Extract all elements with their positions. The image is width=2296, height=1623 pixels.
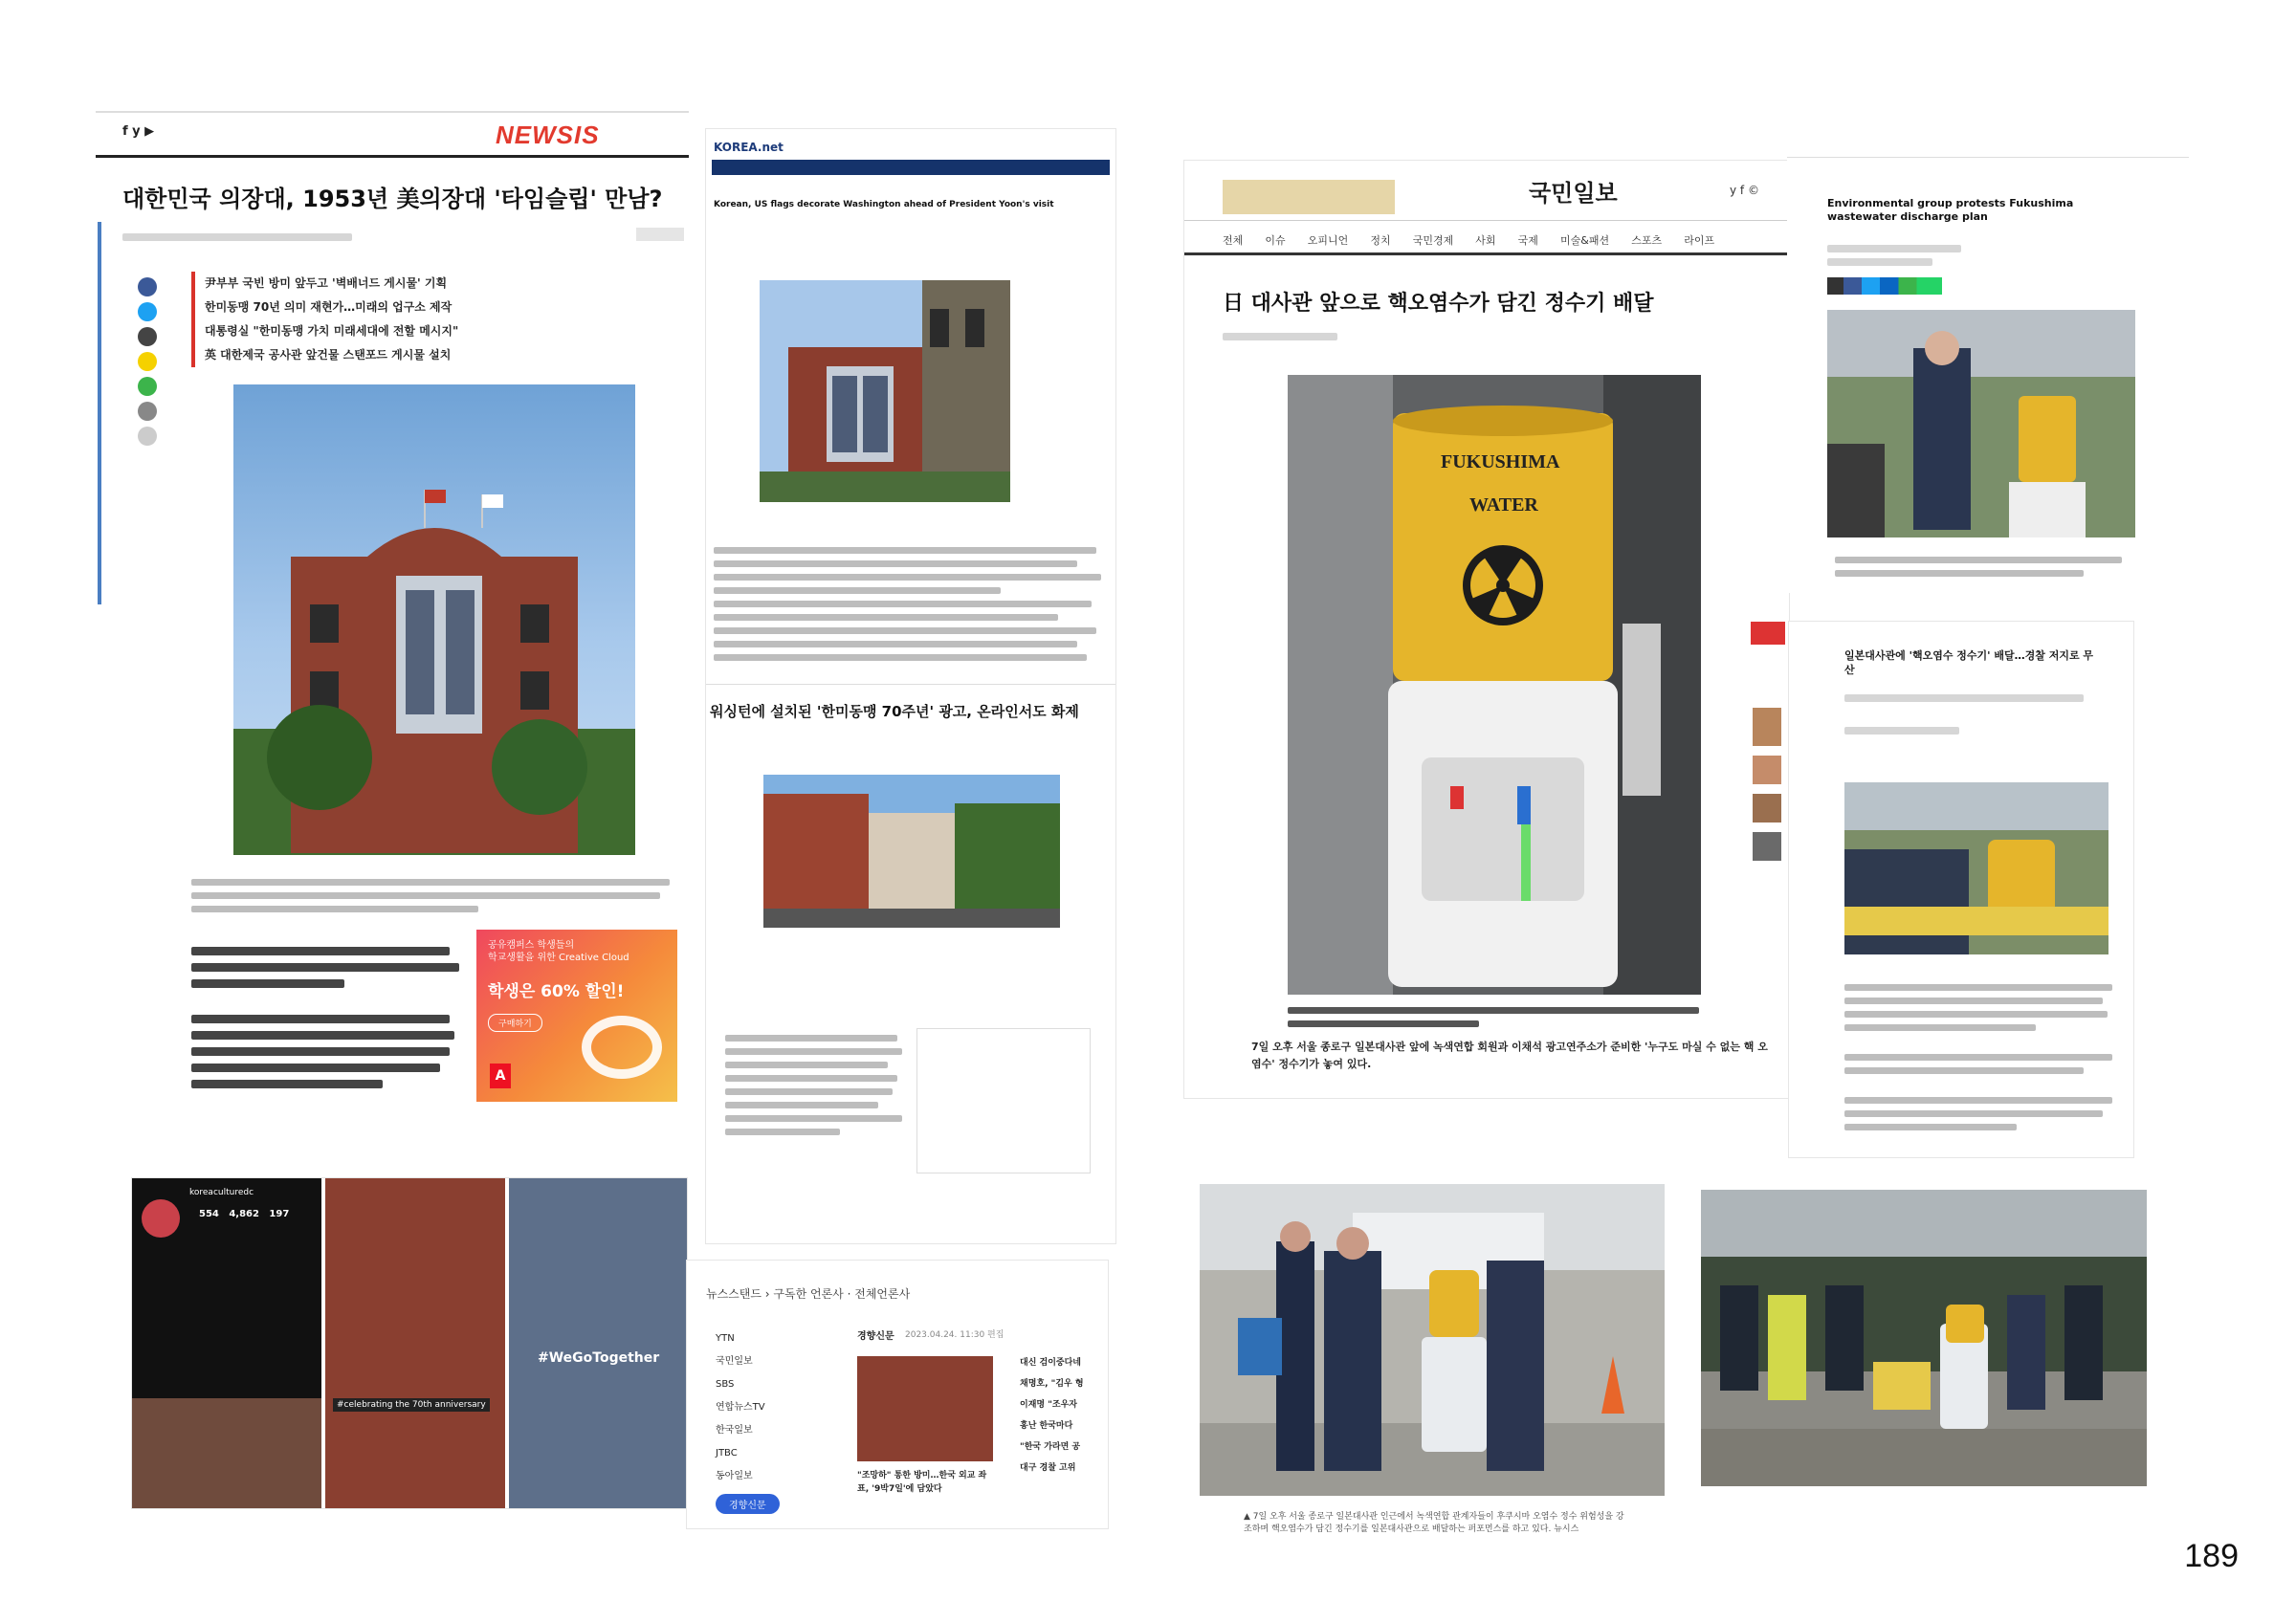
naver-icon[interactable] [138, 327, 157, 346]
barrel-label: WATER [1469, 494, 1538, 515]
barrel-label: FUKUSHIMA [1441, 451, 1560, 472]
side-item[interactable]: 채명호, "김우 형 [1020, 1379, 1084, 1389]
ad-box[interactable] [916, 1028, 1091, 1173]
nav-item[interactable]: 정치 [1370, 234, 1391, 247]
delivery-march-photo [1200, 1184, 1665, 1496]
bullet: 英 대한제국 공사관 앞건물 스탠포드 게시물 설치 [205, 348, 452, 362]
police-protest-photo [1844, 782, 2108, 954]
divider [96, 155, 689, 158]
protest-photo [1827, 310, 2135, 537]
brand-badge[interactable] [1751, 622, 1785, 645]
main-nav [1223, 230, 1732, 248]
selected-outlet: 경향신문 [857, 1331, 894, 1342]
korea-net-logo[interactable]: KOREA.net [714, 141, 784, 154]
newsis-article [96, 107, 689, 1121]
edit-date: 2023.04.24. 11:30 편집 [905, 1330, 1004, 1340]
breadcrumb-item[interactable]: 전체언론사 [854, 1287, 911, 1301]
scroll-rail [98, 222, 101, 604]
ad-headline: 학생은 60% 할인! [488, 982, 625, 1001]
bullet: 한미동맹 70년 의미 재현가…미래의 업구소 제작 [205, 300, 453, 314]
outlet-item[interactable]: JTBC [716, 1448, 738, 1459]
kakao-icon[interactable] [138, 352, 157, 371]
nav-item[interactable]: 오피니언 [1307, 234, 1349, 247]
instagram-post-2[interactable] [509, 1178, 687, 1508]
instagram-profile[interactable] [132, 1178, 321, 1508]
article-title: Korean, US flags decorate Washington ahead of President Yoon's visit [714, 200, 1054, 209]
side-item[interactable]: 대신 검이중다네 [1020, 1358, 1081, 1368]
outlet-item[interactable]: 연합뉴스TV [716, 1402, 765, 1413]
share-icons[interactable] [138, 272, 157, 451]
breadcrumb-item[interactable]: 구독한 언론사 [773, 1287, 844, 1301]
page-title: 대한민국 의장대, 1953년 美의장대 '타임슬립' 만남? [122, 186, 663, 212]
adobe-ad[interactable] [476, 930, 677, 1102]
stand-headline[interactable]: 표, '9박7일'에 담았다 [857, 1484, 942, 1494]
outlet-item[interactable]: 동아일보 [716, 1471, 753, 1481]
outlet-item[interactable]: 국민일보 [716, 1356, 753, 1367]
nav-bar[interactable] [712, 160, 1110, 175]
street-photo [763, 775, 1060, 928]
stand-photo [857, 1356, 993, 1461]
side-item[interactable]: "한국 가라면 공 [1020, 1442, 1081, 1452]
facebook-icon[interactable] [138, 277, 157, 296]
side-item[interactable]: 대구 경찰 고위 [1020, 1463, 1076, 1473]
instagram-post-1[interactable] [325, 1178, 505, 1508]
nav-item[interactable]: 라이프 [1684, 234, 1715, 247]
article-title: 일본대사관에 '핵오염수 정수기' 배달…경찰 저지로 무산 [1844, 649, 2094, 676]
embassy-banner-photo [760, 280, 1010, 502]
photo-caption: 7일 오후 서울 종로구 일본대사관 앞에 녹색연합 회원과 이채석 광고연주소가 준비한 '누구도 마실 수 없는 핵 오염수' 정수기가 놓여 있다. [1251, 1041, 1768, 1070]
promo-banner[interactable] [1223, 180, 1395, 214]
page-number: 189 [2184, 1538, 2239, 1574]
followers-count: 4,862 [229, 1209, 259, 1219]
korean-news-article [1789, 622, 2133, 1157]
nav-item[interactable]: 국제 [1517, 234, 1538, 247]
outlet-button[interactable]: 경향신문 [716, 1494, 780, 1514]
outlet-list [716, 1327, 765, 1488]
ad-button[interactable]: 구매하기 [488, 1014, 542, 1032]
band-icon[interactable] [138, 377, 157, 396]
embassy-building-photo [233, 384, 635, 855]
nav-item[interactable]: 사회 [1475, 234, 1496, 247]
hashtag: #celebrating the 70th anniversary [333, 1398, 490, 1412]
adobe-logo-icon: A [490, 1064, 511, 1088]
social-icons[interactable]: y f © [1730, 184, 1759, 197]
stand-headline[interactable]: "조망하" 통한 방미…한국 외교 좌 [857, 1471, 987, 1480]
news-stand [687, 1261, 1108, 1528]
kukmin-article [1184, 161, 1789, 1098]
instagram-screens [132, 1178, 687, 1508]
creative-cloud-icon [582, 1016, 662, 1079]
outlet-item[interactable]: YTN [716, 1333, 735, 1344]
bottom-caption: ▲ 7일 오후 서울 종로구 일본대사관 인근에서 녹색연합 관계자들이 후쿠시마 오염수 정수 위험성을 강조하며 핵오염수가 담긴 정수기를 일본대사관으로 배달하는 퍼포먼스를 하고 있다. 뉴시스 [1244, 1512, 1624, 1534]
nav-item[interactable]: 이슈 [1265, 234, 1286, 247]
social-icons[interactable]: f y ▶ [122, 124, 155, 139]
page-title: 日 대사관 앞으로 핵오염수가 담긴 정수기 배달 [1223, 292, 1654, 316]
nav-item[interactable]: 전체 [1223, 234, 1244, 247]
env-group-article [1787, 143, 2189, 593]
share-icons[interactable] [1827, 277, 1942, 295]
comment-icon[interactable] [138, 402, 157, 421]
newsis-logo[interactable]: NEWSIS [496, 121, 600, 149]
water-cooler-photo [1288, 375, 1701, 995]
toolbar-icons[interactable] [636, 228, 684, 241]
print-icon[interactable] [138, 427, 157, 446]
profile-handle: koreaculturedc [189, 1188, 254, 1197]
outlet-item[interactable]: SBS [716, 1379, 735, 1390]
avatar [142, 1199, 180, 1238]
article-title: Environmental group protests Fukushima wastewater discharge plan [1827, 197, 2074, 223]
divider [96, 111, 689, 113]
breadcrumb-item[interactable]: 뉴스스탠드 [706, 1287, 762, 1301]
posts-count: 554 [199, 1209, 219, 1219]
side-thumbnails [1751, 622, 1785, 870]
twitter-icon[interactable] [138, 302, 157, 321]
breadcrumb: 뉴스스탠드 › 구독한 언론사 · 전체언론사 [706, 1287, 911, 1301]
bullet: 대통령실 "한미동맹 가치 미래세대에 전할 메시지" [205, 324, 459, 338]
ad-small-text: 공유캠퍼스 학생들의 학교생활을 위한 Creative Cloud [488, 940, 629, 963]
summary-bullets [191, 272, 568, 367]
nav-item[interactable]: 국민경제 [1412, 234, 1454, 247]
bullet: 尹부부 국빈 방미 앞두고 '벽배너드 게시물' 기획 [205, 276, 448, 290]
side-item[interactable]: 홍난 한국마다 [1020, 1421, 1073, 1431]
korea-net-article [706, 129, 1115, 1243]
outlet-item[interactable]: 한국일보 [716, 1425, 753, 1436]
kukmin-logo[interactable]: 국민일보 [1529, 180, 1618, 207]
nav-item[interactable]: 미술&패션 [1560, 234, 1610, 247]
side-item[interactable]: 이재명 "조우자 [1020, 1400, 1077, 1410]
sub-headline: 워싱턴에 설치된 '한미동맹 70주년' 광고, 온라인서도 화제 [710, 703, 1079, 720]
hashtag: #WeGoTogether [538, 1350, 660, 1366]
following-count: 197 [269, 1209, 290, 1219]
police-blockade-photo [1701, 1190, 2147, 1486]
nav-item[interactable]: 스포츠 [1631, 234, 1663, 247]
